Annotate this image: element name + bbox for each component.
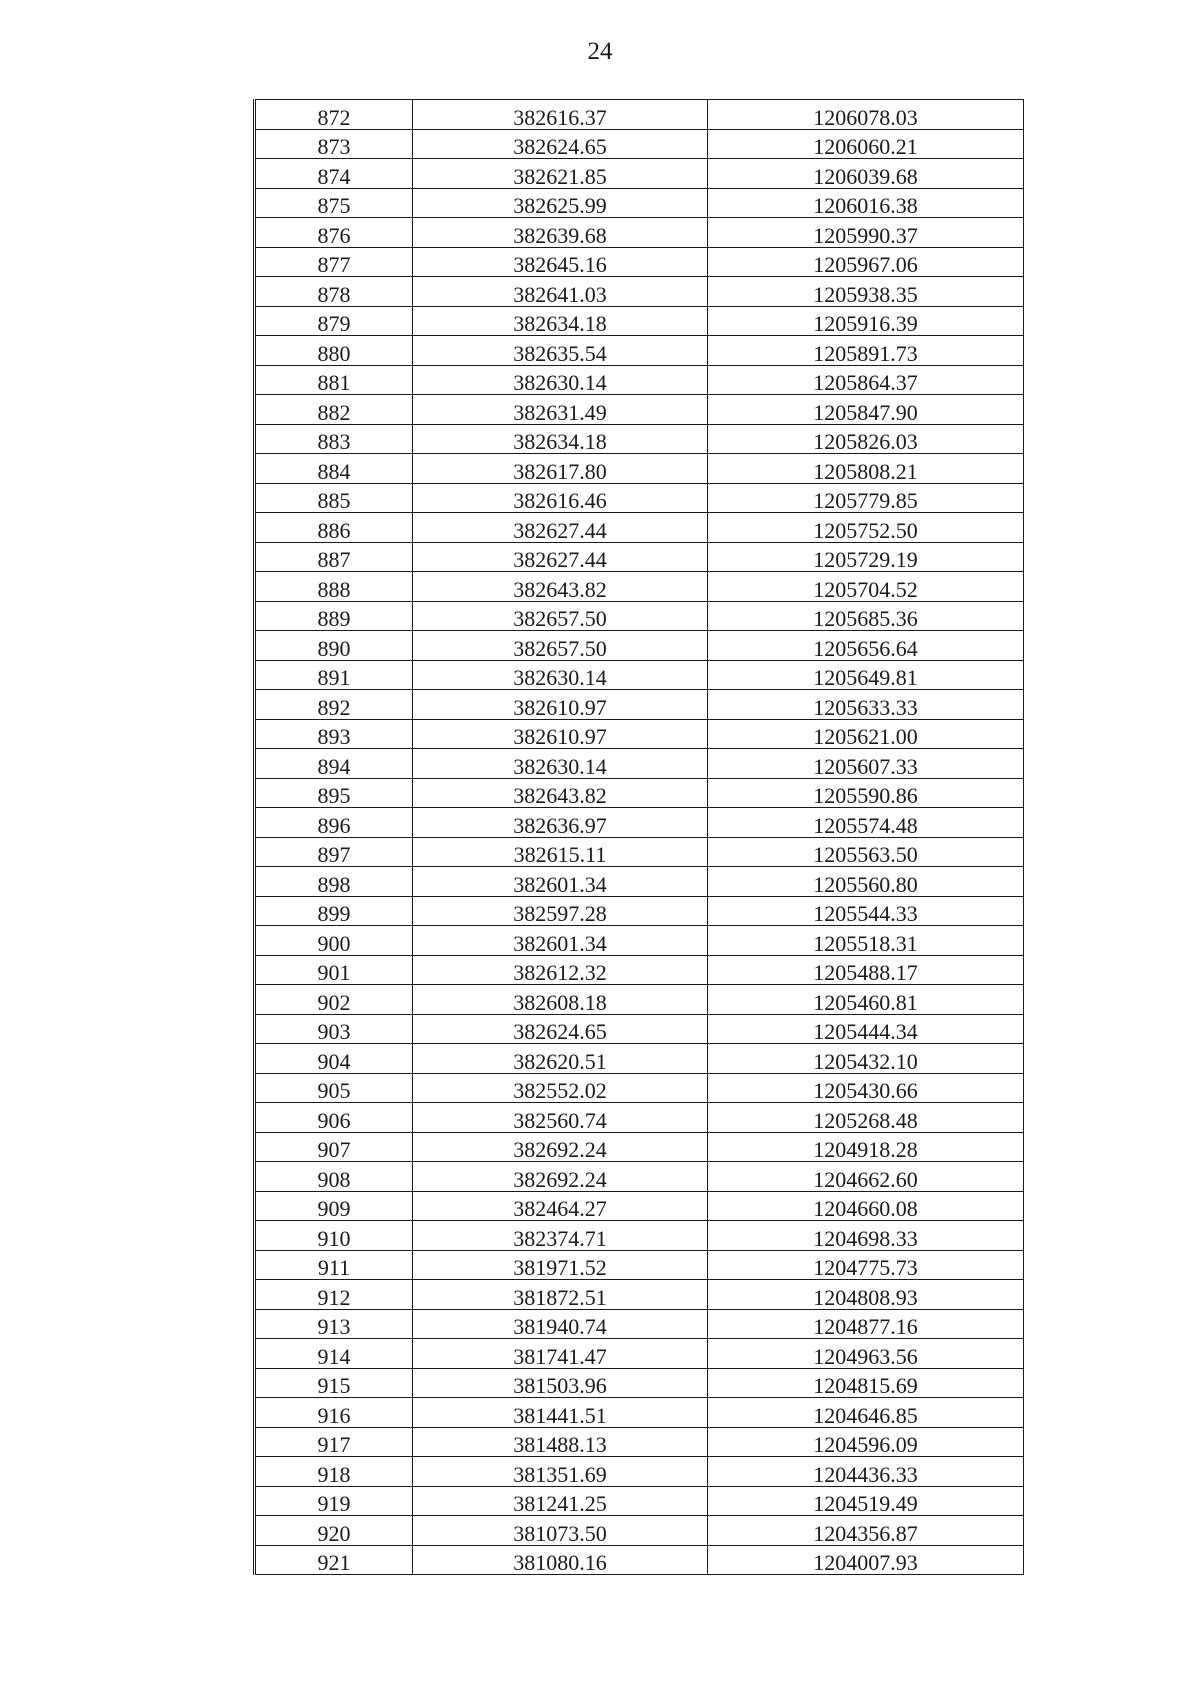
y-coordinate-cell: 1206078.03	[708, 100, 1024, 130]
table-row	[255, 188, 1024, 218]
x-coordinate-cell: 382374.71	[413, 1221, 708, 1251]
table-row	[255, 1309, 1024, 1339]
x-coordinate-cell: 382608.18	[413, 985, 708, 1015]
point-number-cell: 912	[255, 1280, 413, 1310]
y-coordinate-cell: 1205488.17	[708, 955, 1024, 985]
x-coordinate-cell: 382560.74	[413, 1103, 708, 1133]
x-coordinate-cell: 382645.16	[413, 247, 708, 277]
point-number-cell: 914	[255, 1339, 413, 1369]
x-coordinate-cell: 382634.18	[413, 306, 708, 336]
point-number-cell: 892	[255, 690, 413, 720]
point-number-cell: 906	[255, 1103, 413, 1133]
y-coordinate-cell: 1205430.66	[708, 1073, 1024, 1103]
table-row	[255, 690, 1024, 720]
y-coordinate-cell: 1205779.85	[708, 483, 1024, 513]
y-coordinate-cell: 1205607.33	[708, 749, 1024, 779]
point-number-cell: 902	[255, 985, 413, 1015]
point-number-cell: 909	[255, 1191, 413, 1221]
x-coordinate-cell: 382464.27	[413, 1191, 708, 1221]
x-coordinate-cell: 381073.50	[413, 1516, 708, 1546]
y-coordinate-cell: 1205847.90	[708, 395, 1024, 425]
table-row	[255, 424, 1024, 454]
table-row	[255, 542, 1024, 572]
point-number-cell: 896	[255, 808, 413, 838]
x-coordinate-cell: 382657.50	[413, 601, 708, 631]
x-coordinate-cell: 382617.80	[413, 454, 708, 484]
table-row	[255, 778, 1024, 808]
y-coordinate-cell: 1204519.49	[708, 1486, 1024, 1516]
x-coordinate-cell: 381940.74	[413, 1309, 708, 1339]
page-number: 24	[587, 38, 613, 65]
y-coordinate-cell: 1205633.33	[708, 690, 1024, 720]
point-number-cell: 877	[255, 247, 413, 277]
y-coordinate-cell: 1205967.06	[708, 247, 1024, 277]
y-coordinate-cell: 1205864.37	[708, 365, 1024, 395]
y-coordinate-cell: 1205729.19	[708, 542, 1024, 572]
table-row	[255, 1427, 1024, 1457]
x-coordinate-cell: 381488.13	[413, 1427, 708, 1457]
point-number-cell: 915	[255, 1368, 413, 1398]
y-coordinate-cell: 1205891.73	[708, 336, 1024, 366]
y-coordinate-cell: 1204007.93	[708, 1545, 1024, 1575]
coordinates-table	[253, 99, 1024, 1575]
table-row	[255, 572, 1024, 602]
y-coordinate-cell: 1206016.38	[708, 188, 1024, 218]
point-number-cell: 880	[255, 336, 413, 366]
point-number-cell: 910	[255, 1221, 413, 1251]
table-row	[255, 1221, 1024, 1251]
point-number-cell: 890	[255, 631, 413, 661]
table-row	[255, 601, 1024, 631]
x-coordinate-cell: 382631.49	[413, 395, 708, 425]
y-coordinate-cell: 1205808.21	[708, 454, 1024, 484]
point-number-cell: 904	[255, 1044, 413, 1074]
y-coordinate-cell: 1204646.85	[708, 1398, 1024, 1428]
x-coordinate-cell: 382627.44	[413, 542, 708, 572]
x-coordinate-cell: 382634.18	[413, 424, 708, 454]
y-coordinate-cell: 1204596.09	[708, 1427, 1024, 1457]
table-row	[255, 1132, 1024, 1162]
table-row	[255, 218, 1024, 248]
point-number-cell: 903	[255, 1014, 413, 1044]
x-coordinate-cell: 382657.50	[413, 631, 708, 661]
y-coordinate-cell: 1204660.08	[708, 1191, 1024, 1221]
table-row	[255, 808, 1024, 838]
table-row	[255, 1280, 1024, 1310]
point-number-cell: 883	[255, 424, 413, 454]
x-coordinate-cell: 382625.99	[413, 188, 708, 218]
point-number-cell: 901	[255, 955, 413, 985]
point-number-cell: 876	[255, 218, 413, 248]
x-coordinate-cell: 381971.52	[413, 1250, 708, 1280]
y-coordinate-cell: 1204356.87	[708, 1516, 1024, 1546]
table-row	[255, 454, 1024, 484]
y-coordinate-cell: 1205574.48	[708, 808, 1024, 838]
x-coordinate-cell: 382692.24	[413, 1132, 708, 1162]
table-row	[255, 926, 1024, 956]
point-number-cell: 908	[255, 1162, 413, 1192]
y-coordinate-cell: 1205590.86	[708, 778, 1024, 808]
y-coordinate-cell: 1206039.68	[708, 159, 1024, 189]
y-coordinate-cell: 1204963.56	[708, 1339, 1024, 1369]
y-coordinate-cell: 1205432.10	[708, 1044, 1024, 1074]
coordinates-table-body	[255, 100, 1024, 1575]
x-coordinate-cell: 381441.51	[413, 1398, 708, 1428]
y-coordinate-cell: 1205826.03	[708, 424, 1024, 454]
y-coordinate-cell: 1205656.64	[708, 631, 1024, 661]
x-coordinate-cell: 382643.82	[413, 572, 708, 602]
point-number-cell: 900	[255, 926, 413, 956]
y-coordinate-cell: 1204815.69	[708, 1368, 1024, 1398]
x-coordinate-cell: 382630.14	[413, 749, 708, 779]
table-row	[255, 1486, 1024, 1516]
x-coordinate-cell: 382643.82	[413, 778, 708, 808]
table-row	[255, 1457, 1024, 1487]
x-coordinate-cell: 382616.46	[413, 483, 708, 513]
x-coordinate-cell: 382552.02	[413, 1073, 708, 1103]
y-coordinate-cell: 1205544.33	[708, 896, 1024, 926]
table-row	[255, 1191, 1024, 1221]
point-number-cell: 886	[255, 513, 413, 543]
point-number-cell: 907	[255, 1132, 413, 1162]
y-coordinate-cell: 1205563.50	[708, 837, 1024, 867]
x-coordinate-cell: 382610.97	[413, 690, 708, 720]
point-number-cell: 878	[255, 277, 413, 307]
y-coordinate-cell: 1205752.50	[708, 513, 1024, 543]
table-row	[255, 749, 1024, 779]
point-number-cell: 874	[255, 159, 413, 189]
y-coordinate-cell: 1205685.36	[708, 601, 1024, 631]
x-coordinate-cell: 382621.85	[413, 159, 708, 189]
point-number-cell: 882	[255, 395, 413, 425]
table-row	[255, 867, 1024, 897]
point-number-cell: 872	[255, 100, 413, 130]
table-row	[255, 631, 1024, 661]
x-coordinate-cell: 382597.28	[413, 896, 708, 926]
y-coordinate-cell: 1204918.28	[708, 1132, 1024, 1162]
x-coordinate-cell: 382620.51	[413, 1044, 708, 1074]
y-coordinate-cell: 1206060.21	[708, 129, 1024, 159]
x-coordinate-cell: 382639.68	[413, 218, 708, 248]
x-coordinate-cell: 382630.14	[413, 660, 708, 690]
x-coordinate-cell: 381741.47	[413, 1339, 708, 1369]
point-number-cell: 918	[255, 1457, 413, 1487]
table-row	[255, 1368, 1024, 1398]
table-row	[255, 837, 1024, 867]
x-coordinate-cell: 382624.65	[413, 1014, 708, 1044]
point-number-cell: 899	[255, 896, 413, 926]
x-coordinate-cell: 382615.11	[413, 837, 708, 867]
point-number-cell: 891	[255, 660, 413, 690]
x-coordinate-cell: 382641.03	[413, 277, 708, 307]
table-row	[255, 513, 1024, 543]
point-number-cell: 911	[255, 1250, 413, 1280]
x-coordinate-cell: 381872.51	[413, 1280, 708, 1310]
y-coordinate-cell: 1204698.33	[708, 1221, 1024, 1251]
table-row	[255, 1339, 1024, 1369]
table-row	[255, 1103, 1024, 1133]
table-row	[255, 1516, 1024, 1546]
point-number-cell: 873	[255, 129, 413, 159]
point-number-cell: 917	[255, 1427, 413, 1457]
point-number-cell: 888	[255, 572, 413, 602]
point-number-cell: 881	[255, 365, 413, 395]
y-coordinate-cell: 1204436.33	[708, 1457, 1024, 1487]
table-row	[255, 395, 1024, 425]
table-row	[255, 660, 1024, 690]
table-row	[255, 365, 1024, 395]
table-row	[255, 306, 1024, 336]
y-coordinate-cell: 1205704.52	[708, 572, 1024, 602]
y-coordinate-cell: 1204662.60	[708, 1162, 1024, 1192]
x-coordinate-cell: 381351.69	[413, 1457, 708, 1487]
table-row	[255, 1014, 1024, 1044]
table-row	[255, 1162, 1024, 1192]
table-row	[255, 100, 1024, 130]
y-coordinate-cell: 1205518.31	[708, 926, 1024, 956]
y-coordinate-cell: 1204775.73	[708, 1250, 1024, 1280]
point-number-cell: 889	[255, 601, 413, 631]
point-number-cell: 905	[255, 1073, 413, 1103]
y-coordinate-cell: 1205916.39	[708, 306, 1024, 336]
table-row	[255, 896, 1024, 926]
point-number-cell: 887	[255, 542, 413, 572]
table-row	[255, 1398, 1024, 1428]
point-number-cell: 898	[255, 867, 413, 897]
table-row	[255, 129, 1024, 159]
x-coordinate-cell: 382627.44	[413, 513, 708, 543]
point-number-cell: 879	[255, 306, 413, 336]
point-number-cell: 893	[255, 719, 413, 749]
point-number-cell: 919	[255, 1486, 413, 1516]
table-row	[255, 483, 1024, 513]
y-coordinate-cell: 1205560.80	[708, 867, 1024, 897]
y-coordinate-cell: 1205444.34	[708, 1014, 1024, 1044]
x-coordinate-cell: 382635.54	[413, 336, 708, 366]
point-number-cell: 921	[255, 1545, 413, 1575]
y-coordinate-cell: 1205268.48	[708, 1103, 1024, 1133]
point-number-cell: 913	[255, 1309, 413, 1339]
table-row	[255, 1044, 1024, 1074]
table-row	[255, 719, 1024, 749]
table-row	[255, 985, 1024, 1015]
y-coordinate-cell: 1204808.93	[708, 1280, 1024, 1310]
table-row	[255, 159, 1024, 189]
y-coordinate-cell: 1205649.81	[708, 660, 1024, 690]
point-number-cell: 916	[255, 1398, 413, 1428]
y-coordinate-cell: 1204877.16	[708, 1309, 1024, 1339]
x-coordinate-cell: 382616.37	[413, 100, 708, 130]
y-coordinate-cell: 1205621.00	[708, 719, 1024, 749]
x-coordinate-cell: 382610.97	[413, 719, 708, 749]
table-row	[255, 336, 1024, 366]
x-coordinate-cell: 382601.34	[413, 867, 708, 897]
table-row	[255, 1073, 1024, 1103]
table-row	[255, 1250, 1024, 1280]
x-coordinate-cell: 382601.34	[413, 926, 708, 956]
point-number-cell: 885	[255, 483, 413, 513]
table-row	[255, 247, 1024, 277]
point-number-cell: 884	[255, 454, 413, 484]
table-row	[255, 955, 1024, 985]
x-coordinate-cell: 382692.24	[413, 1162, 708, 1192]
x-coordinate-cell: 381080.16	[413, 1545, 708, 1575]
x-coordinate-cell: 382612.32	[413, 955, 708, 985]
point-number-cell: 875	[255, 188, 413, 218]
y-coordinate-cell: 1205938.35	[708, 277, 1024, 307]
point-number-cell: 894	[255, 749, 413, 779]
x-coordinate-cell: 382630.14	[413, 365, 708, 395]
point-number-cell: 895	[255, 778, 413, 808]
x-coordinate-cell: 381503.96	[413, 1368, 708, 1398]
y-coordinate-cell: 1205460.81	[708, 985, 1024, 1015]
table-row	[255, 277, 1024, 307]
x-coordinate-cell: 382624.65	[413, 129, 708, 159]
x-coordinate-cell: 381241.25	[413, 1486, 708, 1516]
y-coordinate-cell: 1205990.37	[708, 218, 1024, 248]
x-coordinate-cell: 382636.97	[413, 808, 708, 838]
point-number-cell: 920	[255, 1516, 413, 1546]
point-number-cell: 897	[255, 837, 413, 867]
table-row	[255, 1545, 1024, 1575]
